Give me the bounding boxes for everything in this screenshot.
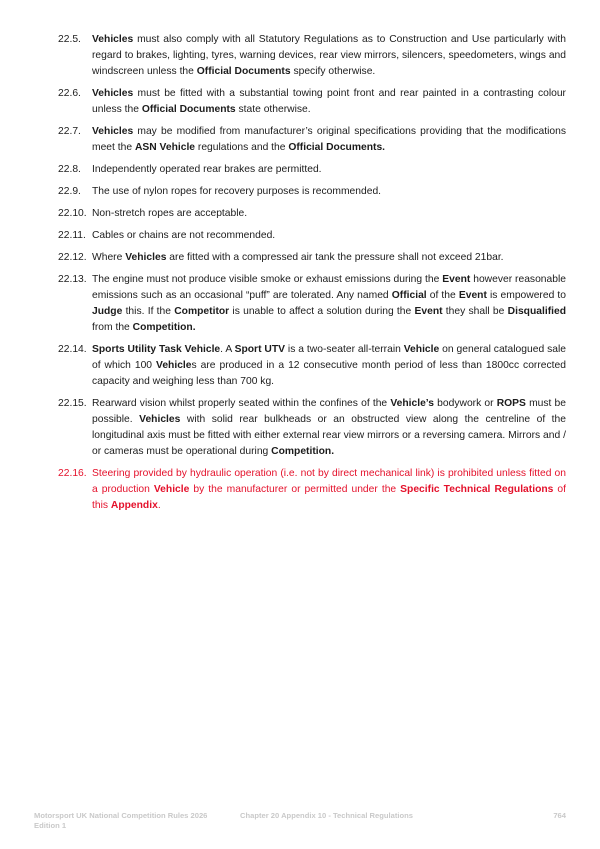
- clause-text-segment: regulations and the: [195, 142, 289, 153]
- clause-number: 22.6.: [58, 88, 81, 99]
- clause-text-segment: must be fitted with a substantial towing point front and rear painted in a contrasting colour unless the: [92, 88, 566, 115]
- footer-publication-title: Motorsport UK National Competition Rules 2026: [34, 811, 208, 820]
- clause-text-segment: is unable to affect a solution during the: [229, 306, 415, 317]
- defined-term: Vehicle: [153, 484, 190, 495]
- clause-text-segment: Steering provided by hydraulic operation (i.e. not by direct mechanical link) is prohibited unless fitted on a production: [92, 468, 566, 495]
- footer-chapter: Chapter 20 Appendix 10 - Technical Regulations: [240, 811, 414, 820]
- clause-22-10: [58, 206, 566, 222]
- defined-term: Vehicles: [92, 126, 134, 137]
- clause-number: 22.12.: [58, 252, 87, 263]
- clause-text-segment: however reasonable emissions such as an occasional “puff” are tolerated. Any named: [92, 274, 566, 301]
- defined-term: Official Documents.: [288, 142, 386, 153]
- clause-number: 22.8.: [58, 164, 81, 175]
- clause-text-segment: must also comply with all Statutory Regulations as to Construction and Use particularly with regard to brakes, lighting, tyres, warning devices, rear view mirrors, silencers, speedometers, wings and windscreen unless the: [92, 34, 566, 77]
- footer-edition: Edition 1: [34, 821, 67, 830]
- clause-text-segment: Rearward vision whilst properly seated within the confines of the: [92, 398, 391, 409]
- clause-22-7: [58, 124, 566, 156]
- clause-text: [92, 466, 566, 514]
- clause-number: 22.9.: [58, 186, 81, 197]
- defined-term: Vehicles: [92, 88, 134, 99]
- clause-text-segment: may be modified from manufacturer’s original specifications providing that the modifications meet the: [92, 126, 566, 153]
- clause-22-13: [58, 272, 566, 336]
- footer-publication: [34, 811, 234, 831]
- clause-text-segment: of this: [92, 484, 566, 511]
- clause-text: [92, 272, 566, 336]
- defined-term: Competition.: [271, 446, 335, 457]
- defined-term: Competitor: [174, 306, 230, 317]
- defined-term: Event: [458, 290, 487, 301]
- clause-text-segment: this. If the: [122, 306, 175, 317]
- clause-text: [92, 162, 566, 178]
- defined-term: Vehicles: [139, 414, 181, 425]
- defined-term: Competition.: [132, 322, 196, 333]
- clause-number: 22.15.: [58, 398, 87, 409]
- clause-22-15: [58, 396, 566, 460]
- defined-term: Judge: [92, 306, 123, 317]
- defined-term: ROPS: [496, 398, 526, 409]
- clause-text: [92, 124, 566, 156]
- clause-number: 22.13.: [58, 274, 87, 285]
- clause-text: [92, 342, 566, 390]
- clause-text: [92, 250, 566, 266]
- clause-number: 22.7.: [58, 126, 81, 137]
- clause-text-segment: The use of nylon ropes for recovery purposes is recommended.: [92, 186, 382, 197]
- defined-term: Sports Utility Task Vehicle: [92, 344, 221, 355]
- defined-term: Vehicle: [156, 360, 192, 371]
- defined-term: Official Documents: [196, 66, 291, 77]
- clause-text-segment: are fitted with a compressed air tank the pressure shall not exceed 21bar.: [166, 252, 504, 263]
- clause-number: 22.10.: [58, 208, 87, 219]
- clause-22-11: [58, 228, 566, 244]
- clause-text: [92, 396, 566, 460]
- clause-text-segment: The engine must not produce visible smoke or exhaust emissions during the: [92, 274, 443, 285]
- clause-text-segment: by the manufacturer or permitted under the: [189, 484, 401, 495]
- defined-term: Event: [442, 274, 471, 285]
- clause-22-16: [58, 466, 566, 514]
- clause-number: 22.16.: [58, 468, 87, 479]
- clause-text-segment: Independently operated rear brakes are permitted.: [92, 164, 322, 175]
- clause-text-segment: bodywork or: [434, 398, 497, 409]
- footer-page-number: 764: [553, 811, 566, 820]
- clause-22-9: [58, 184, 566, 200]
- defined-term: Official: [391, 290, 427, 301]
- defined-term: Appendix: [110, 500, 158, 511]
- clause-text-segment: is empowered to: [486, 290, 566, 301]
- clause-text-segment: of the: [426, 290, 459, 301]
- defined-term: ASN Vehicle: [134, 142, 196, 153]
- clause-22-6: [58, 86, 566, 118]
- clause-22-8: [58, 162, 566, 178]
- clause-number: 22.5.: [58, 34, 81, 45]
- clause-number: 22.11.: [58, 230, 86, 241]
- clause-text-segment: s are produced in a 12 consecutive month period of less than 1800cc corrected capacity and weighing less than 700 kg.: [92, 360, 566, 387]
- defined-term: Official Documents: [141, 104, 236, 115]
- defined-term: Sport UTV: [234, 344, 286, 355]
- clause-text-segment: must be possible.: [92, 398, 566, 425]
- clause-text-segment: state otherwise.: [235, 104, 311, 115]
- clause-text: [92, 228, 566, 244]
- clause-22-5: [58, 32, 566, 80]
- defined-term: Vehicle’s: [390, 398, 435, 409]
- defined-term: Vehicles: [125, 252, 167, 263]
- defined-term: Disqualified: [507, 306, 566, 317]
- regulations-clause-list: [58, 32, 566, 520]
- clause-22-14: [58, 342, 566, 390]
- clause-text: [92, 206, 566, 222]
- clause-text-segment: on general catalogued sale of which 100: [92, 344, 566, 371]
- defined-term: Specific Technical Regulations: [400, 484, 554, 495]
- defined-term: Vehicle: [403, 344, 440, 355]
- clause-text-segment: . A: [220, 344, 235, 355]
- clause-text-segment: with solid rear bulkheads or an obstructed view along the centreline of the longitudinal axis must be fitted with either external rear view mirrors or a reversing camera. Mirrors and / or cameras must be operational during: [92, 414, 566, 457]
- clause-text-segment: they shall be: [442, 306, 508, 317]
- defined-term: Event: [414, 306, 443, 317]
- clause-text-segment: specify otherwise.: [290, 66, 376, 77]
- clause-text-segment: Where: [92, 252, 126, 263]
- clause-22-12: [58, 250, 566, 266]
- clause-text-segment: .: [157, 500, 161, 511]
- clause-text: [92, 32, 566, 80]
- clause-text-segment: Cables or chains are not recommended.: [92, 230, 276, 241]
- clause-text-segment: is a two-seater all-terrain: [285, 344, 404, 355]
- clause-text: [92, 184, 566, 200]
- clause-text: [92, 86, 566, 118]
- clause-text-segment: Non-stretch ropes are acceptable.: [92, 208, 248, 219]
- clause-text-segment: from the: [92, 322, 133, 333]
- clause-number: 22.14.: [58, 344, 87, 355]
- defined-term: Vehicles: [92, 34, 134, 45]
